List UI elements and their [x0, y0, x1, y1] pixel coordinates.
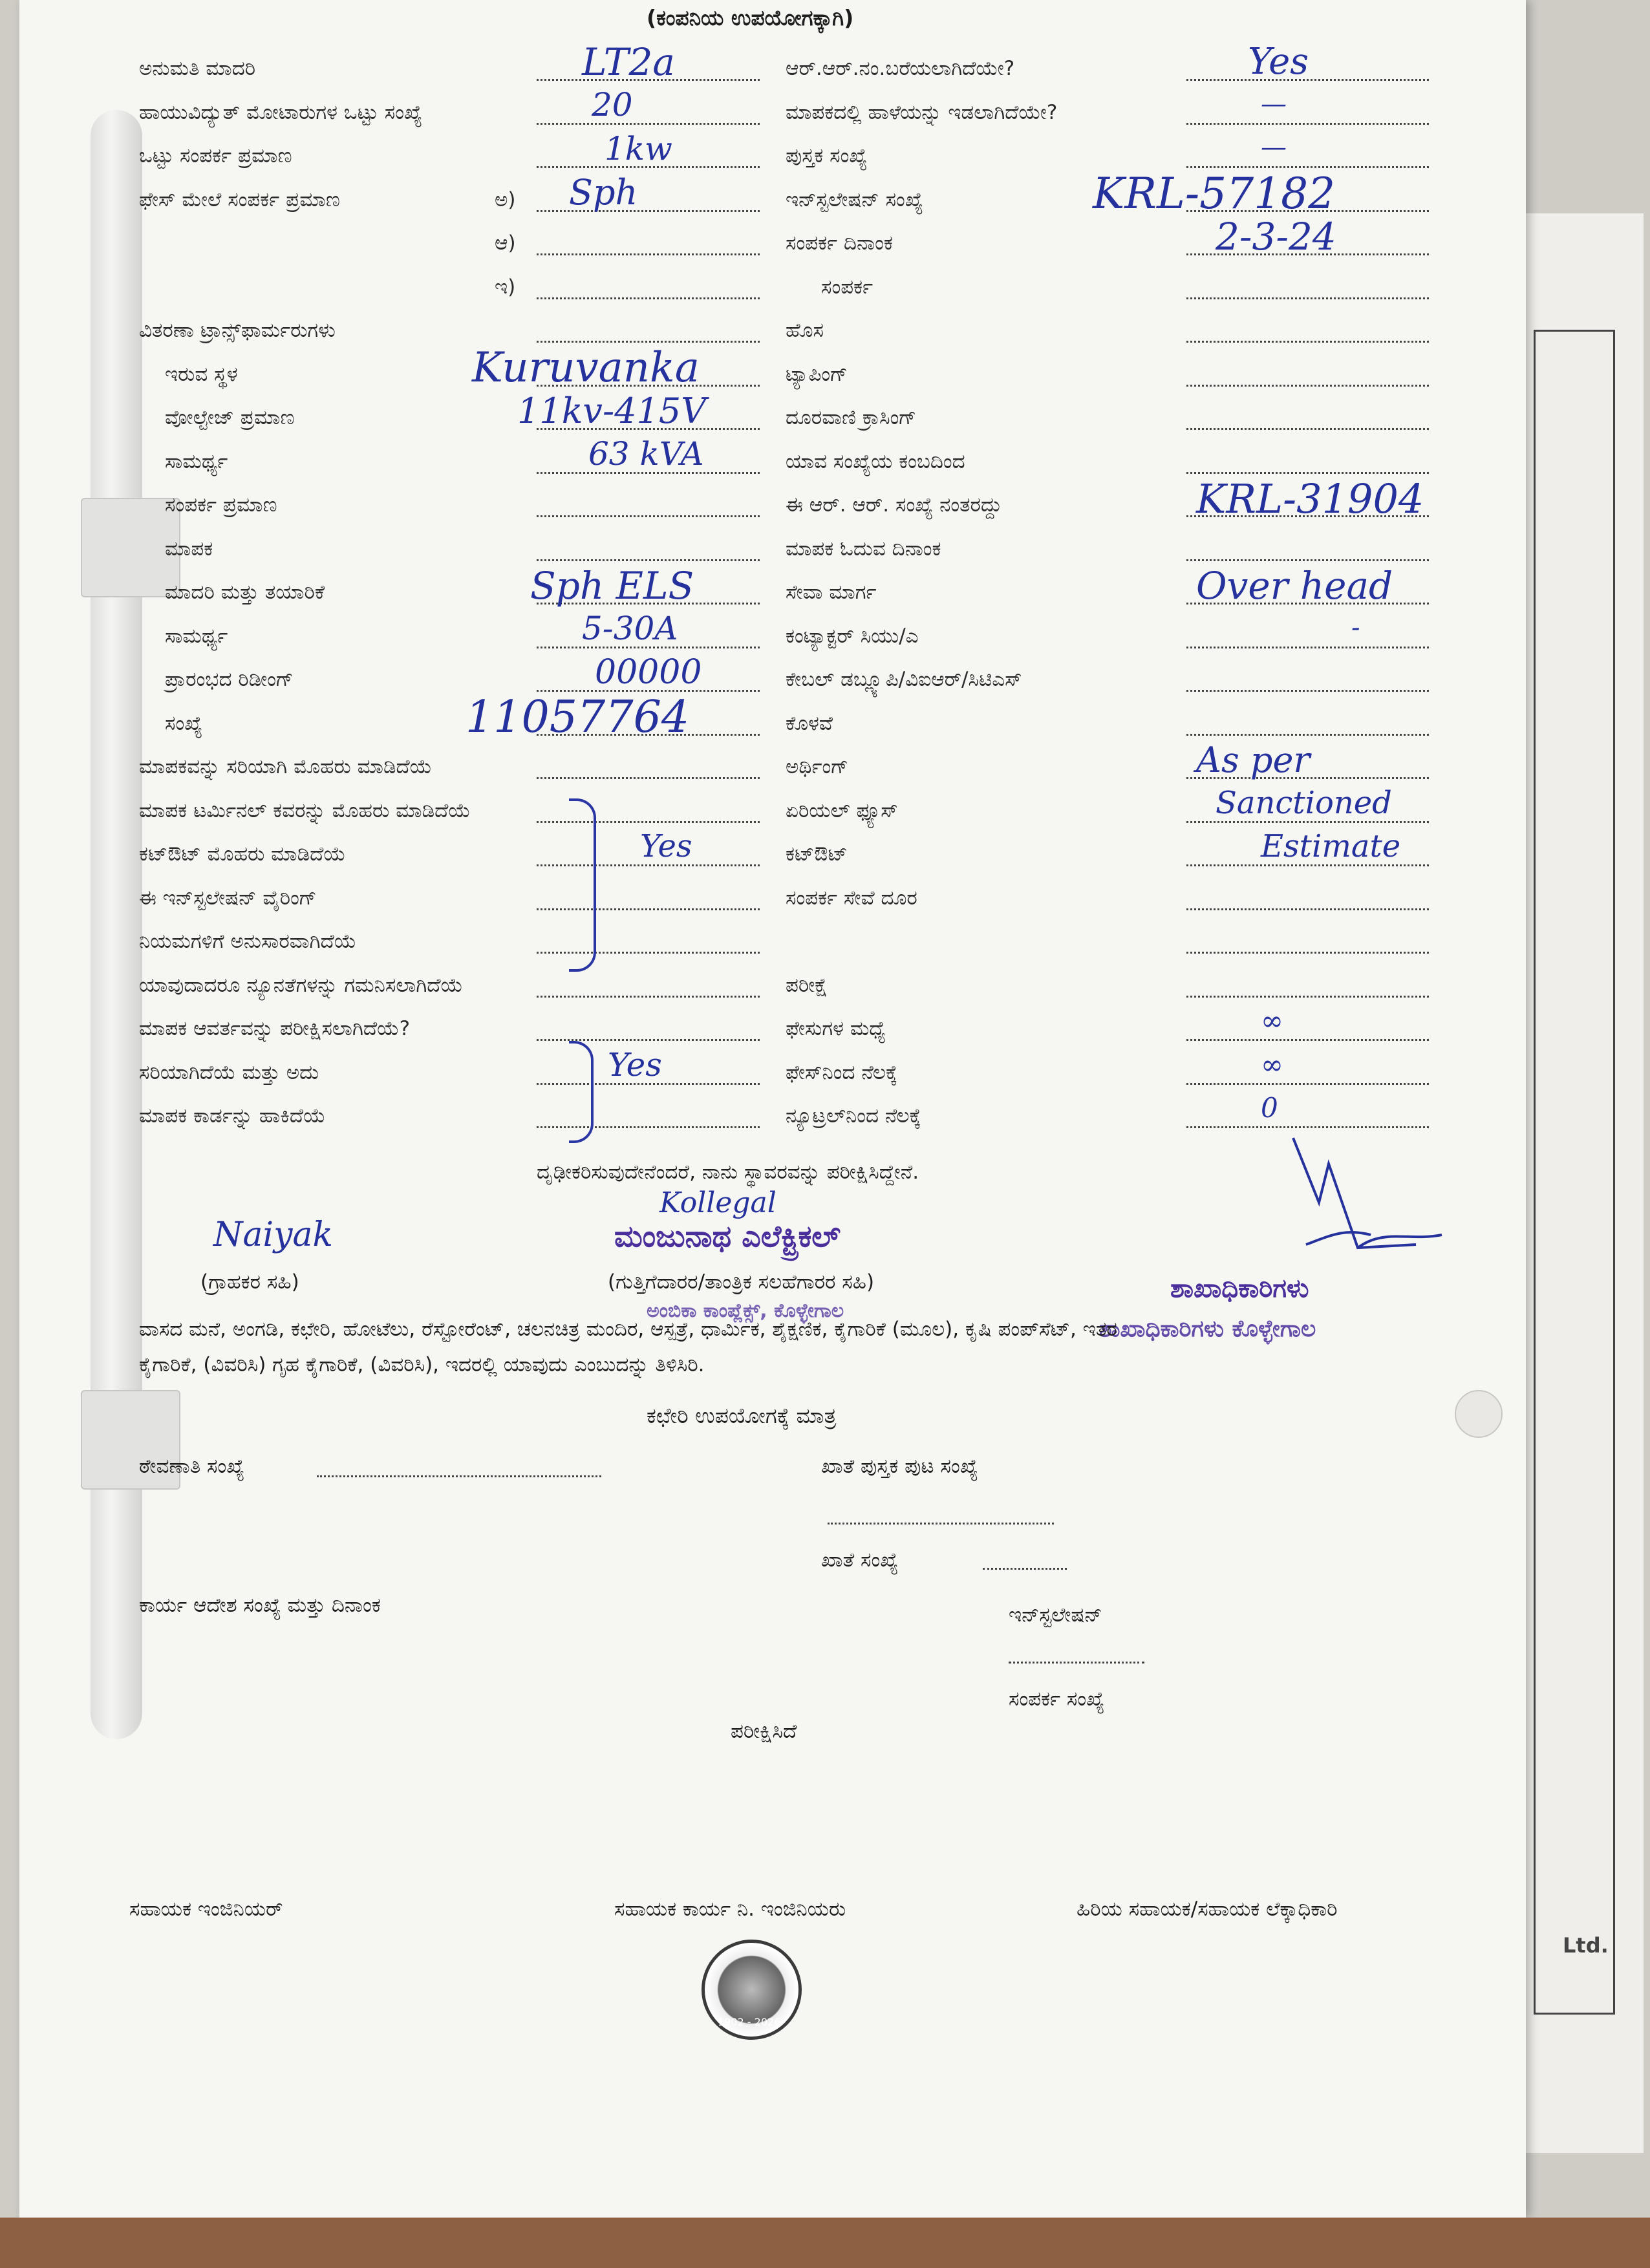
right-field-label: ಕೇಬಲ್ ಡಬ್ಲ್ಯೂಪಿ/ವಿಐಆರ್/ಸಿಟಿಎಸ್ [786, 668, 1022, 691]
left-field-label: ಸರಿಯಾಗಿದೆಯೆ ಮತ್ತು ಅದು [139, 1060, 319, 1084]
right-field-label: ನ್ಯೂಟ್ರಲ್‌ನಿಂದ ನೆಲಕ್ಕೆ [786, 1104, 921, 1128]
ledger-page-label: ಖಾತೆ ಪುಸ್ತಕ ಪುಟ ಸಂಖ್ಯೆ [821, 1455, 978, 1478]
right-field-line [1186, 385, 1429, 387]
left-field-sub-marker: ಅ) [495, 187, 516, 211]
officer-signature-scribble [1280, 1112, 1448, 1280]
left-field-label: ಮಾಪಕ ಟರ್ಮಿನಲ್ ಕವರನ್ನು ಮೊಹರು ಮಾಡಿದೆಯೆ [139, 798, 471, 822]
left-field-line [537, 297, 760, 299]
left-field-value: Sph ELS [530, 563, 694, 608]
right-field-label: ಫೇಸ್‌ನಿಂದ ನೆಲಕ್ಕೆ [786, 1060, 898, 1084]
right-field-value: — [1261, 89, 1287, 119]
right-field-label: ಇನ್‌ಸ್ಟಲೇಷನ್ ಸಂಖ್ಯೆ [786, 187, 923, 211]
consumer-signature: Naiyak [213, 1215, 334, 1254]
right-field-label: ಸಂಪರ್ಕ [821, 275, 873, 299]
right-field-line [1186, 1039, 1429, 1041]
underlying-sheet [1506, 213, 1644, 2153]
installation-line [1009, 1662, 1144, 1664]
left-field-line [537, 341, 760, 343]
left-field-value: LT2a [582, 39, 675, 84]
officer-title-stamp: ಶಾಖಾಧಿಕಾರಿಗಳು [1170, 1274, 1309, 1303]
right-field-line [1186, 996, 1429, 998]
right-field-value: As per [1196, 739, 1311, 780]
assistant-engineer-label: ಸಹಾಯಕ ಇಂಜಿನಿಯರ್ [129, 1898, 283, 1921]
officer-stamp: ಶಾಖಾಧಿಕಾರಿಗಳು ಕೊಳ್ಳೇಗಾಲ [1099, 1316, 1316, 1342]
left-field-value: 63 kVA [588, 435, 704, 473]
right-field-line [1186, 297, 1429, 299]
right-field-label: ಮಾಪಕದಲ್ಲಿ ಹಾಳೆಯನ್ನು ಇಡಲಾಗಿದೆಯೇ? [786, 100, 1058, 124]
left-field-label: ಸಂಖ್ಯೆ [165, 711, 203, 735]
left-field-value: Yes [608, 1046, 662, 1084]
account-number-line [983, 1568, 1067, 1570]
right-field-label: ಸೇವಾ ಮಾರ್ಗ [786, 581, 877, 604]
left-field-sub-marker: ಇ) [495, 275, 516, 299]
right-field-value: Yes [1248, 40, 1309, 83]
deposit-number-line [317, 1475, 601, 1477]
right-field-label: ಪರೀಕ್ಷೆ [786, 973, 828, 997]
left-field-label: ಮಾಪಕ ಕಾರ್ಡನ್ನು ಹಾಕಿದೆಯೆ [139, 1104, 326, 1128]
right-field-line [1186, 821, 1429, 823]
left-field-label: ಒಟ್ಟು ಸಂಪರ್ಕ ಪ್ರಮಾಣ [139, 144, 292, 167]
left-field-label: ಇರುವ ಸ್ಥಳ [165, 362, 238, 386]
right-field-label: ಟ್ಯಾಪಿಂಗ್ [786, 362, 848, 386]
left-field-value: 1kw [605, 129, 672, 167]
right-field-line [1186, 166, 1429, 168]
right-field-line [1186, 1083, 1429, 1085]
assistant-exec-engineer-label: ಸಹಾಯಕ ಕಾರ್ಯ ನಿ. ಇಂಜಿನಿಯರು [614, 1898, 846, 1921]
right-field-value: 0 [1261, 1092, 1278, 1124]
left-field-label: ಫೇಸ್ ಮೇಲೆ ಸಂಪರ್ಕ ಪ್ರಮಾಣ [139, 187, 340, 211]
right-field-label: ಫೇಸುಗಳ ಮಧ್ಯೆ [786, 1017, 886, 1040]
left-field-label: ಮಾಪಕವನ್ನು ಸರಿಯಾಗಿ ಮೊಹರು ಮಾಡಿದೆಯೆ [139, 755, 433, 778]
left-field-line [537, 559, 760, 561]
left-field-label: ಯಾವುದಾದರೂ ನ್ಯೂನತೆಗಳನ್ನು ಗಮನಿಸಲಾಗಿದೆಯೆ [139, 973, 464, 997]
left-field-line [537, 123, 760, 125]
left-field-label: ಈ ಇನ್‌ಸ್ಟಲೇಷನ್ ವೈರಿಂಗ್ [139, 886, 317, 910]
left-field-value: Yes [640, 828, 692, 865]
checked-label: ಪರೀಕ್ಷಿಸಿದೆ [731, 1720, 797, 1743]
right-field-label: ಪುಸ್ತಕ ಸಂಖ್ಯೆ [786, 144, 868, 167]
installation-label: ಇನ್‌ಸ್ಟಲೇಷನ್ [1009, 1603, 1102, 1627]
left-field-sub-marker: ಆ) [495, 231, 516, 255]
usage-text-line1: ವಾಸದ ಮನೆ, ಅಂಗಡಿ, ಕಛೇರಿ, ಹೋಟೆಲು, ರೆಸ್ಟೋರೆಂಟ್, ಚಲನಚಿತ್ರ ಮಂದಿರ, ಆಸ್ಪತ್ರೆ, ಧಾರ್ಮಿಕ, ಶೈಕ್ಷಣಿಕ, ಕೈಗಾರಿಕೆ (ಮೂಲ), ಕೃಷಿ ಪಂಪ್‌ಸೆಟ್, ಇತರ [139, 1318, 1117, 1341]
right-field-label: ಯಾವ ಸಂಖ್ಯೆಯ ಕಂಬದಿಂದ [786, 449, 965, 473]
left-field-label: ಮಾಪಕ ಆವರ್ತವನ್ನು ಪರೀಕ್ಷಿಸಲಾಗಿದೆಯೆ? [139, 1017, 411, 1040]
ledger-page-line [828, 1523, 1054, 1524]
right-field-value: KRL-57182 [1093, 168, 1336, 219]
right-field-line [1186, 341, 1429, 343]
office-use-heading: ಕಛೇರಿ ಉಪಯೋಗಕ್ಕೆ ಮಾತ್ರ [647, 1403, 837, 1428]
left-field-label: ವಿತರಣಾ ಟ್ರಾನ್ಸ್‌ಫಾರ್ಮರುಗಳು [139, 319, 336, 342]
right-field-label: ಸಂಪರ್ಕ ಸೇವೆ ದೂರ [786, 886, 917, 910]
contractor-stamp-name: ಮಂಜುನಾಥ ಎಲೆಕ್ಟ್ರಿಕಲ್ [614, 1219, 841, 1254]
right-field-line [1186, 647, 1429, 648]
left-field-label: ನಿಯಮಗಳಿಗೆ ಅನುಸಾರವಾಗಿದೆಯೆ [139, 930, 357, 953]
left-field-value: Kuruvanka [472, 343, 700, 392]
right-field-line [1186, 472, 1429, 474]
right-field-value: KRL-31904 [1196, 475, 1424, 523]
right-field-line [1186, 559, 1429, 561]
right-field-line [1186, 864, 1429, 866]
right-field-label: ದೂರವಾಣಿ ಕ್ರಾಸಿಂಗ್ [786, 406, 917, 429]
left-field-value: 00000 [595, 652, 702, 692]
consumer-signature-label: (ಗ್ರಾಹಕರ ಸಹಿ) [200, 1270, 299, 1294]
right-field-label: ಮಾಪಕ ಓದುವ ದಿನಾಂಕ [786, 537, 941, 561]
left-field-line [537, 253, 760, 255]
right-field-label: ಕಟ್‌ಔಟ್ [786, 842, 848, 866]
right-field-line [1186, 734, 1429, 736]
left-field-label: ವೋಲ್ಟೇಜ್ ಪ್ರಮಾಣ [165, 406, 295, 429]
contractor-stamp-address: ಅಂಬಿಕಾ ಕಾಂಪ್ಲೆಕ್ಸ್, ಕೊಳ್ಳೇಗಾಲ [647, 1300, 844, 1322]
right-field-value: Over head [1196, 563, 1393, 608]
right-field-label: ಅರ್ಥಿಂಗ್ [786, 755, 849, 778]
connection-number-label: ಸಂಪರ್ಕ ಸಂಖ್ಯೆ [1009, 1687, 1105, 1711]
logo-years: 1902 - 2026 [718, 2016, 781, 2028]
left-field-label: ಸಾಮರ್ಥ್ಯ [165, 624, 228, 648]
left-field-label: ಪ್ರಾರಂಭದ ರಿಡೀಂಗ್ [165, 668, 294, 691]
right-field-label: ಆರ್.ಆರ್.ನಂ.ಬರೆಯಲಾಗಿದೆಯೇ? [786, 57, 1015, 80]
left-field-label: ಅನುಮತಿ ಮಾದರಿ [139, 57, 256, 80]
left-field-value: 11kv-415V [517, 390, 707, 431]
right-field-label: ಸಂಪರ್ಕ ದಿನಾಂಕ [786, 231, 893, 255]
left-field-label: ಮಾದರಿ ಮತ್ತು ತಯಾರಿಕೆ [165, 581, 325, 604]
left-field-value: 11057764 [466, 691, 690, 743]
punch-hole [1455, 1390, 1503, 1438]
right-field-value: Estimate [1261, 828, 1401, 865]
contractor-signature: Kollegal [659, 1186, 777, 1219]
underlying-sheet-text: Ltd. [1563, 1933, 1609, 1958]
right-field-value: ∞ [1261, 1048, 1283, 1080]
desk-surface [0, 2218, 1650, 2268]
deposit-number-label: ಠೇವಣಾತಿ ಸಂಖ್ಯೆ [139, 1455, 245, 1478]
account-number-label: ಖಾತೆ ಸಂಖ್ಯೆ [821, 1548, 899, 1572]
binder-spine [91, 110, 142, 1739]
work-order-label: ಕಾರ್ಯ ಆದೇಶ ಸಂಖ್ಯೆ ಮತ್ತು ದಿನಾಂಕ [139, 1594, 381, 1617]
right-field-label: ಏರಿಯಲ್ ಫ್ಯೂಸ್ [786, 798, 898, 822]
right-field-value: 2-3-24 [1216, 214, 1336, 259]
contractor-signature-label: (ಗುತ್ತಿಗೆದಾರರ/ತಾಂತ್ರಿಕ ಸಲಹೆಗಾರರ ಸಹಿ) [608, 1270, 875, 1294]
right-field-label: ಈ ಆರ್. ಆರ್. ಸಂಖ್ಯೆ ನಂತರದ್ದು [786, 493, 1002, 517]
right-field-label: ಕಂಟ್ಯಾಕ್ಟರ್ ಸಿಯು/ಎ [786, 624, 919, 648]
left-field-value: 5-30A [582, 610, 678, 647]
yes-brace-meter [569, 1041, 594, 1143]
accounts-officer-label: ಹಿರಿಯ ಸಹಾಯಕ/ಸಹಾಯಕ ಲೆಕ್ಕಾಧಿಕಾರಿ [1077, 1898, 1338, 1921]
left-field-label: ಹಾಯುವಿದ್ಯುತ್ ಮೋಟಾರುಗಳ ಒಟ್ಟು ಸಂಖ್ಯೆ [139, 100, 423, 124]
right-field-line [1186, 123, 1429, 125]
left-field-label: ಮಾಪಕ [165, 537, 213, 561]
left-field-value: 20 [592, 86, 633, 123]
left-field-label: ಸಂಪರ್ಕ ಪ್ರಮಾಣ [165, 493, 277, 517]
right-field-value: ∞ [1261, 1005, 1283, 1037]
left-field-value: Sph [569, 172, 638, 213]
right-field-label: ಹೊಸ [786, 319, 824, 342]
right-field-value: - [1351, 612, 1360, 643]
form-title: (ಕಂಪನಿಯ ಉಪಯೋಗಕ್ಕಾಗಿ) [647, 5, 854, 30]
right-field-line [1186, 908, 1429, 910]
right-field-value: — [1261, 133, 1287, 162]
usage-text-line2: ಕೈಗಾರಿಕೆ, (ವಿವರಿಸಿ) ಗೃಹ ಕೈಗಾರಿಕೆ, (ವಿವರಿಸಿ), ಇದರಲ್ಲಿ ಯಾವುದು ಎಂಬುದನ್ನು ತಿಳಿಸಿರಿ. [139, 1353, 705, 1376]
right-field-value: Sanctioned [1216, 784, 1392, 821]
left-field-line [537, 996, 760, 998]
left-field-label: ಕಟ್‌ಔಟ್ ಮೊಹರು ಮಾಡಿದೆಯೆ [139, 842, 346, 866]
certification-text: ದೃಢೀಕರಿಸುವುದೇನೆಂದರೆ, ನಾನು ಸ್ಥಾವರವನ್ನು ಪರೀಕ್ಷಿಸಿದ್ದೇನೆ. [537, 1161, 919, 1184]
right-field-line [1186, 428, 1429, 430]
right-field-label: ಕೊಳವೆ [786, 711, 833, 735]
right-field-line [1186, 690, 1429, 692]
right-field-line [1186, 952, 1429, 954]
yes-brace-seals [569, 798, 596, 972]
left-field-line [537, 515, 760, 517]
underlying-table [1534, 330, 1615, 2015]
left-field-line [537, 777, 760, 779]
left-field-label: ಸಾಮರ್ಥ್ಯ [165, 449, 228, 473]
